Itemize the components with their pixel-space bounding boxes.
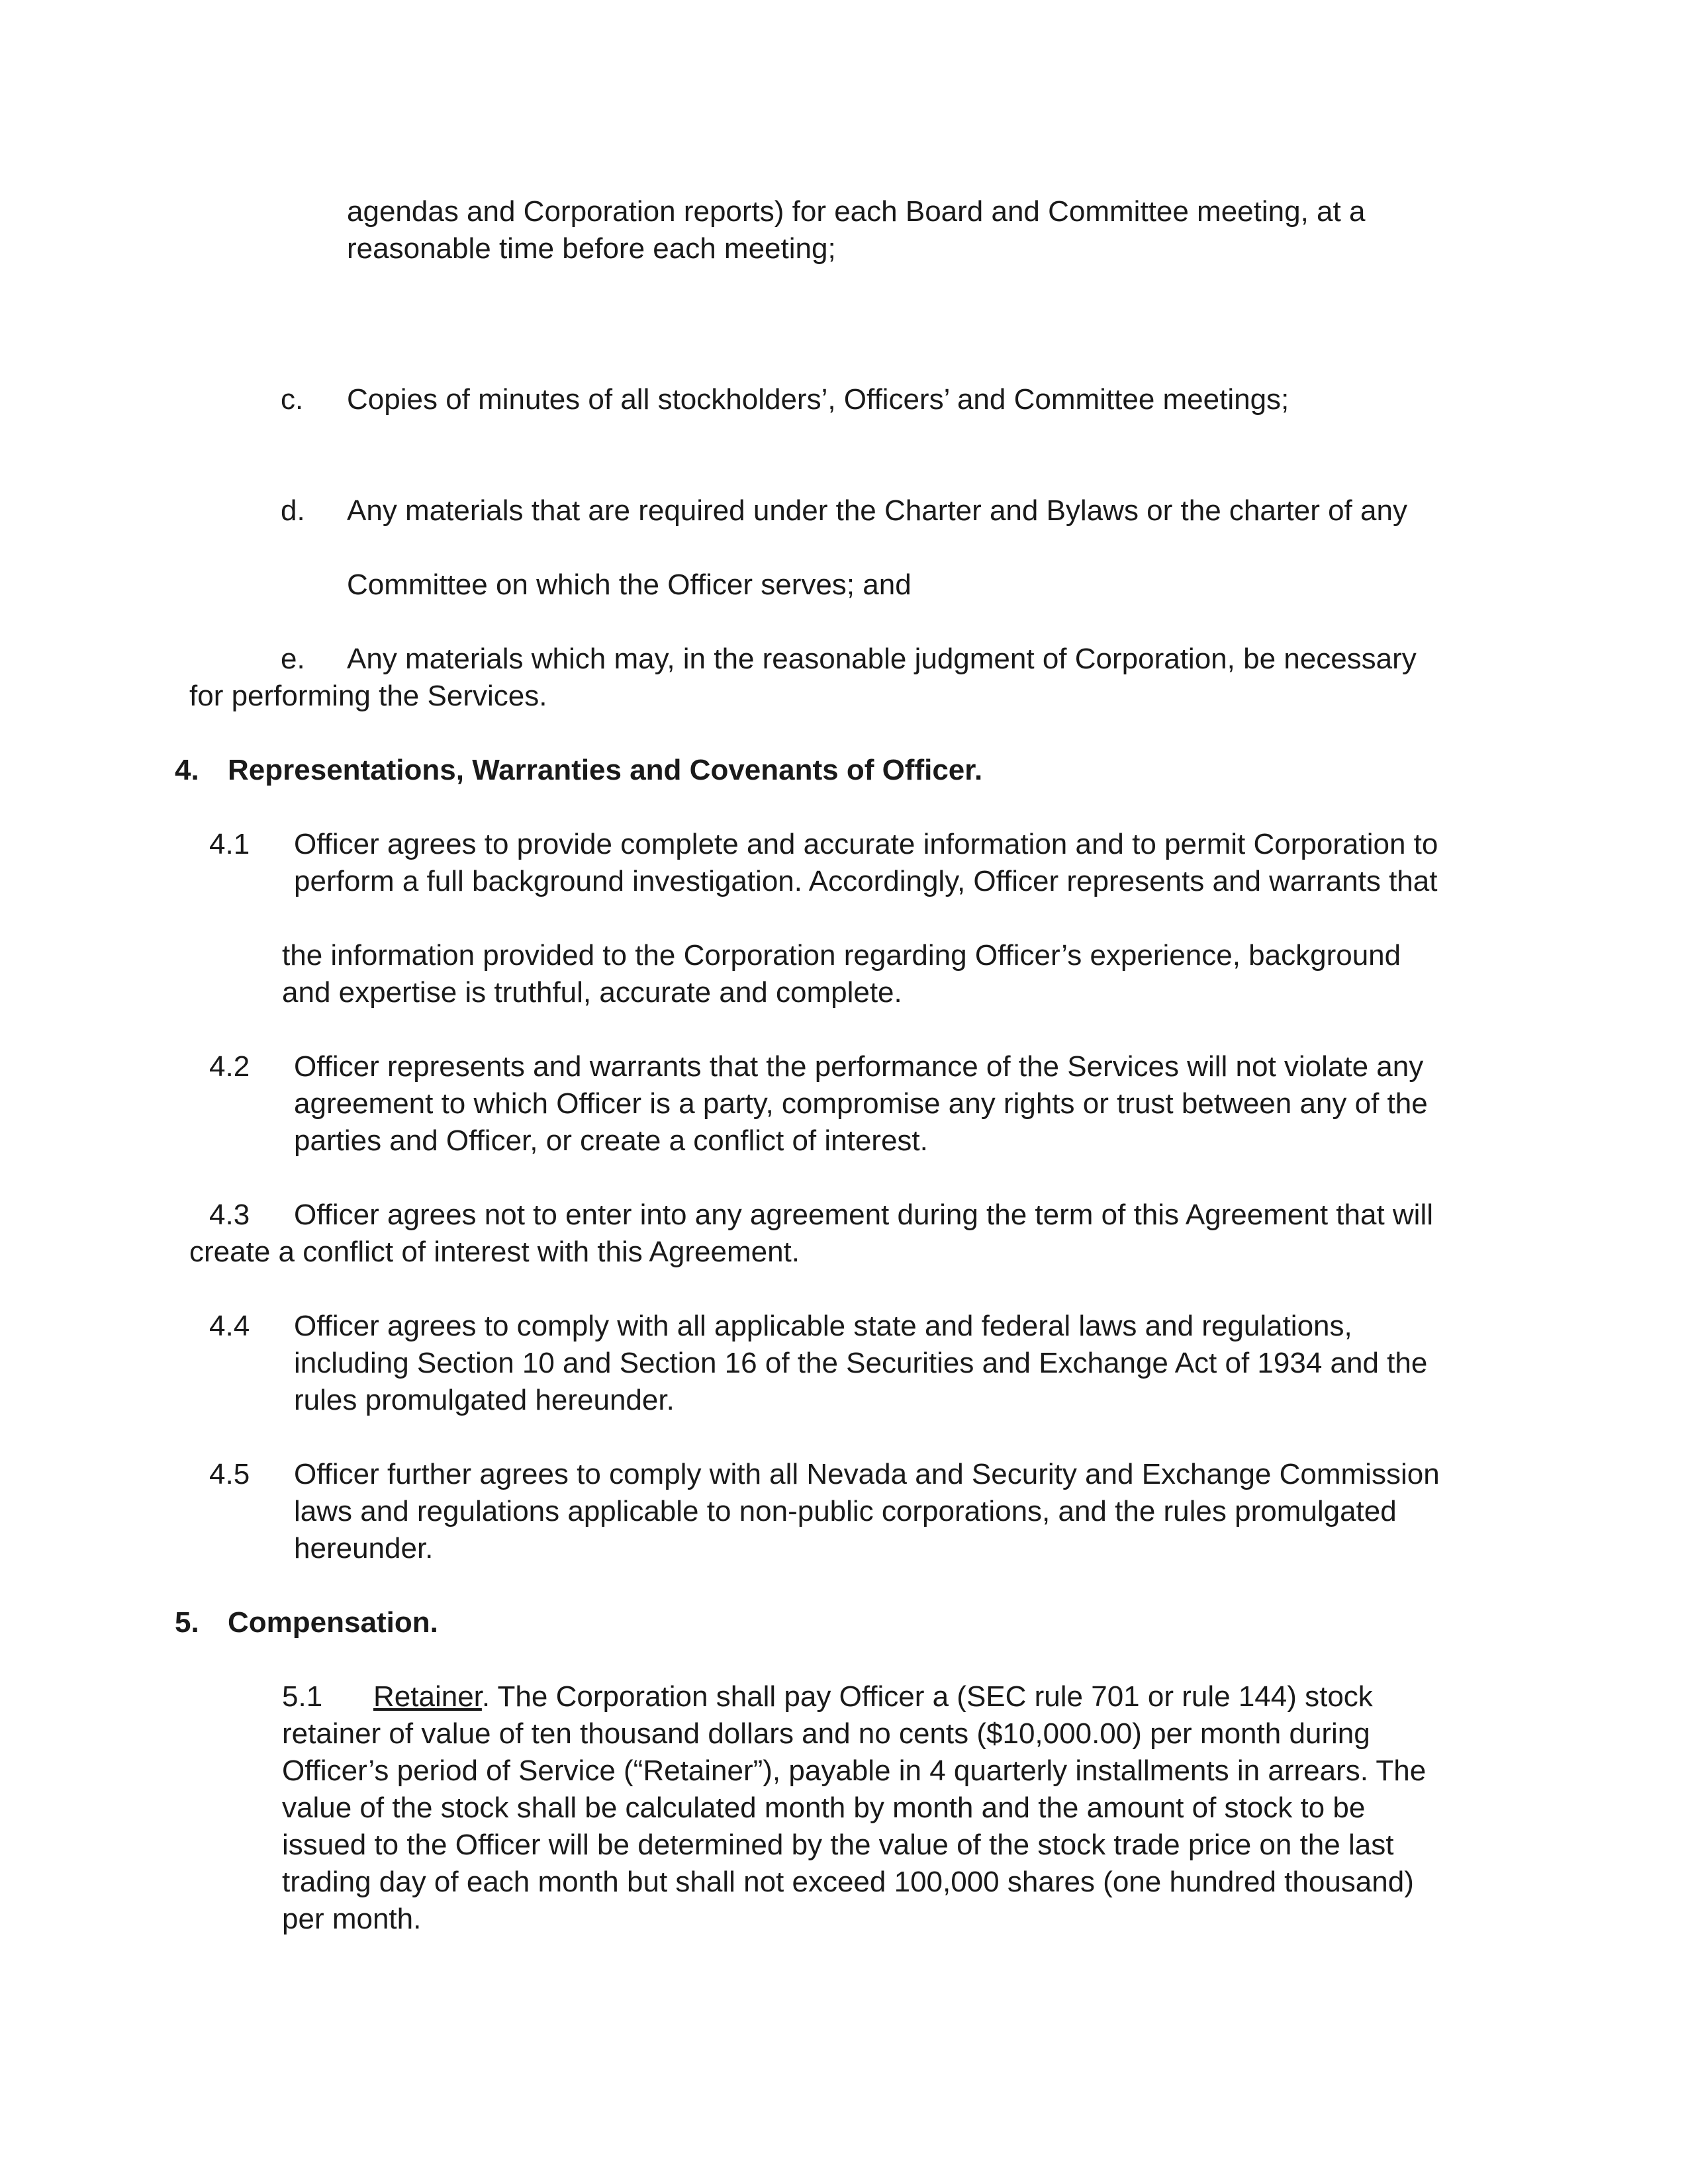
- clause-5-1-number: 5.1: [282, 1680, 323, 1713]
- clause-4-3-number: 4.3: [209, 1199, 250, 1231]
- item-c-marker: c.: [281, 383, 304, 416]
- clause-4-1-line-1: Officer agrees to provide complete and accurate information and to permit Corporation to: [294, 828, 1438, 860]
- item-d-marker: d.: [281, 494, 305, 527]
- clause-4-2-number: 4.2: [209, 1050, 250, 1083]
- clause-4-1-line-2: perform a full background investigation. Accordingly, Officer represents and warrants that: [294, 865, 1438, 897]
- clause-4-4-line-3: rules promulgated hereunder.: [294, 1384, 675, 1416]
- clause-4-5-line-2: laws and regulations applicable to non-public corporations, and the rules promulgated: [294, 1495, 1397, 1527]
- clause-4-1-number: 4.1: [209, 828, 250, 860]
- clause-5-1-line-7: per month.: [282, 1903, 422, 1935]
- clause-5-1-line-6: trading day of each month but shall not exceed 100,000 shares (one hundred thousand): [282, 1866, 1414, 1898]
- clause-5-1-line-1: [373, 1678, 1373, 1715]
- item-b-line-2: reasonable time before each meeting;: [347, 232, 836, 265]
- item-e-marker: e.: [281, 643, 305, 675]
- clause-5-1-line-4: value of the stock shall be calculated month by month and the amount of stock to be: [282, 1792, 1366, 1824]
- clause-4-1-line-4: and expertise is truthful, accurate and complete.: [282, 976, 902, 1009]
- clause-4-4-line-1: Officer agrees to comply with all applicable state and federal laws and regulations,: [294, 1310, 1352, 1342]
- section-5-heading: Compensation.: [228, 1606, 438, 1639]
- item-e-line-2: for performing the Services.: [189, 680, 547, 712]
- item-d-line-1: Any materials that are required under the Charter and Bylaws or the charter of any: [347, 494, 1407, 527]
- retainer-title: Retainer: [373, 1680, 482, 1713]
- item-e-line-1: Any materials which may, in the reasonable judgment of Corporation, be necessary: [347, 643, 1417, 675]
- clause-4-5-line-1: Officer further agrees to comply with all Nevada and Security and Exchange Commission: [294, 1458, 1440, 1490]
- clause-5-1-line-5: issued to the Officer will be determined by the value of the stock trade price on the last: [282, 1829, 1394, 1861]
- clause-5-1-line-2: retainer of value of ten thousand dollars and no cents ($10,000.00) per month during: [282, 1717, 1370, 1750]
- clause-4-4-number: 4.4: [209, 1310, 250, 1342]
- clause-4-3-line-1: Officer agrees not to enter into any agreement during the term of this Agreement that will: [294, 1199, 1434, 1231]
- clause-4-2-line-1: Officer represents and warrants that the performance of the Services will not violate any: [294, 1050, 1424, 1083]
- item-d-line-2: Committee on which the Officer serves; and: [347, 569, 912, 601]
- item-b-line-1: agendas and Corporation reports) for each Board and Committee meeting, at a: [347, 195, 1366, 228]
- section-5-number: 5.: [175, 1606, 199, 1639]
- section-4-number: 4.: [175, 754, 199, 786]
- clause-4-5-line-3: hereunder.: [294, 1532, 434, 1565]
- section-4-heading: Representations, Warranties and Covenants of Officer.: [228, 754, 983, 786]
- clause-5-1-line-3: Officer’s period of Service (“Retainer”), payable in 4 quarterly installments in arrears. The: [282, 1754, 1427, 1787]
- clause-4-2-line-3: parties and Officer, or create a conflict of interest.: [294, 1124, 928, 1157]
- clause-4-4-line-2: including Section 10 and Section 16 of the Securities and Exchange Act of 1934 and the: [294, 1347, 1428, 1379]
- clause-4-1-line-3: the information provided to the Corporation regarding Officer’s experience, background: [282, 939, 1401, 972]
- clause-4-3-line-2: create a conflict of interest with this Agreement.: [189, 1236, 800, 1268]
- item-c-text: Copies of minutes of all stockholders’, Officers’ and Committee meetings;: [347, 383, 1289, 416]
- clause-4-2-line-2: agreement to which Officer is a party, compromise any rights or trust between any of the: [294, 1087, 1428, 1120]
- clause-4-5-number: 4.5: [209, 1458, 250, 1490]
- clause-5-1-line-1-rest: . The Corporation shall pay Officer a (SEC rule 701 or rule 144) stock: [481, 1680, 1373, 1713]
